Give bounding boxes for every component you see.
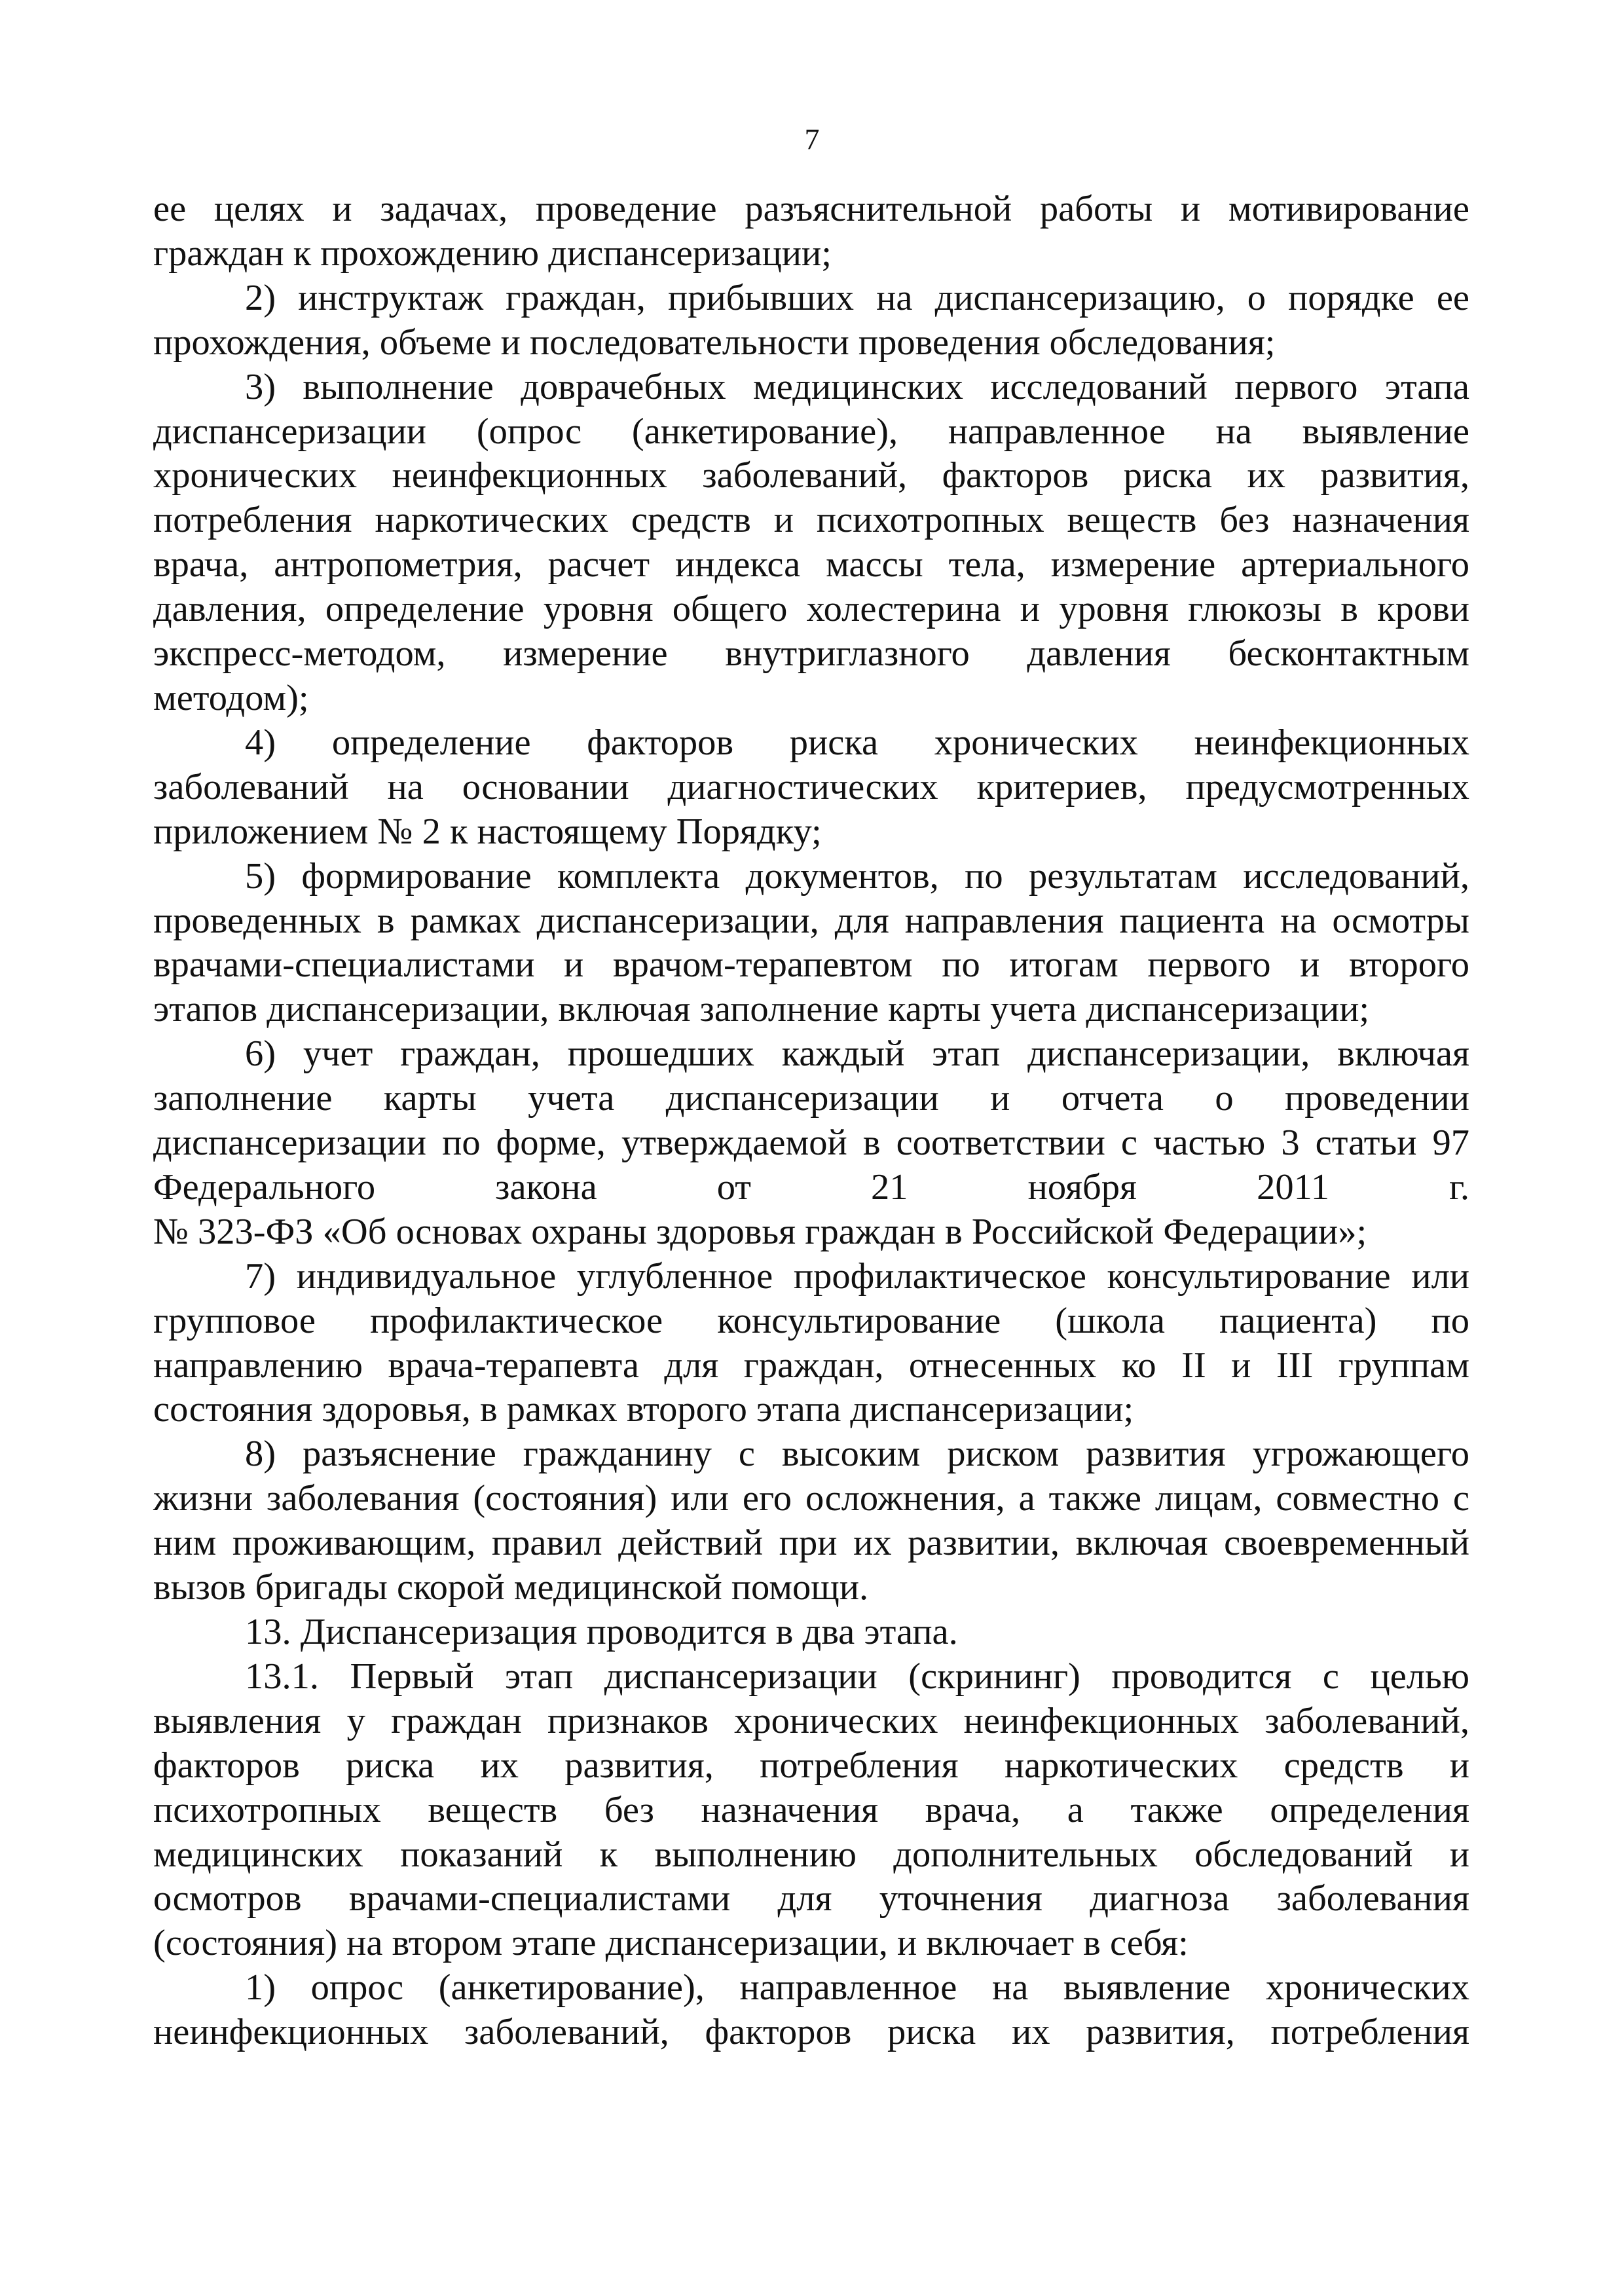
text-line: осмотров врачами-специалистами для уточнения диагноза заболевания <box>153 1878 1469 1919</box>
page-number: 7 <box>804 122 820 156</box>
paragraph <box>153 1610 1469 1655</box>
text-line: групповое профилактическое консультирование (школа пациента) по <box>153 1300 1469 1341</box>
text-line: давления, определение уровня общего холестерина и уровня глюкозы в крови <box>153 589 1469 630</box>
text-line: граждан к прохождению диспансеризации; <box>153 232 832 274</box>
text-line: 13.1. Первый этап диспансеризации (скрининг) проводится с целью <box>245 1656 1469 1697</box>
text-line: жизни заболевания (состояния) или его осложнения, а также лицам, совместно с <box>153 1478 1469 1519</box>
text-line: выявления у граждан признаков хронических неинфекционных заболеваний, <box>153 1700 1469 1741</box>
text-line: 8) разъяснение гражданину с высоким риском развития угрожающего <box>245 1434 1469 1475</box>
text-line: вызов бригады скорой медицинской помощи. <box>153 1567 869 1608</box>
text-line: 1) опрос (анкетирование), направленное на выявление хронических <box>245 1967 1469 2009</box>
text-line: 13. Диспансеризация проводится в два этапа. <box>245 1612 958 1652</box>
text-line: № 323-ФЗ «Об основах охраны здоровья граждан в Российской Федерации»; <box>153 1211 1367 1252</box>
text-line: Федерального закона от 21 ноября 2011 г. <box>153 1166 1469 1208</box>
paragraph <box>153 1432 1469 1610</box>
text-line: потребления наркотических средств и психотропных веществ без назначения <box>153 500 1469 541</box>
paragraph <box>153 721 1469 855</box>
text-line: врача, антропометрия, расчет индекса массы тела, измерение артериального <box>153 544 1469 585</box>
text-line: методом); <box>153 677 309 718</box>
text-line: неинфекционных заболеваний, факторов риска их развития, потребления <box>153 2012 1469 2053</box>
text-line: 2) инструктаж граждан, прибывших на диспансеризацию, о порядке ее <box>245 277 1469 318</box>
text-line: 5) формирование комплекта документов, по результатам исследований, <box>245 855 1469 897</box>
document-body <box>153 187 1469 2055</box>
text-line: 3) выполнение доврачебных медицинских исследований первого этапа <box>245 366 1469 407</box>
paragraph <box>153 1966 1469 2055</box>
text-line: диспансеризации по форме, утверждаемой в соответствии с частью 3 статьи 97 <box>153 1122 1469 1164</box>
paragraph <box>153 365 1469 721</box>
text-line: 7) индивидуальное углубленное профилактическое консультирование или <box>245 1255 1469 1297</box>
text-line: 6) учет граждан, прошедших каждый этап диспансеризации, включая <box>245 1033 1469 1075</box>
paragraph <box>153 855 1469 1033</box>
text-line: этапов диспансеризации, включая заполнение карты учета диспансеризации; <box>153 989 1370 1030</box>
text-line: состояния здоровья, в рамках второго этапа диспансеризации; <box>153 1389 1134 1430</box>
text-line: заболеваний на основании диагностических критериев, предусмотренных <box>153 766 1469 807</box>
text-line: врачами-специалистами и врачом-терапевтом по итогам первого и второго <box>153 944 1469 986</box>
text-line: направлению врача-терапевта для граждан, отнесенных ко II и III группам <box>153 1344 1469 1386</box>
text-line: ним проживающим, правил действий при их развитии, включая своевременный <box>153 1523 1469 1564</box>
text-line: диспансеризации (опрос (анкетирование), направленное на выявление <box>153 411 1469 452</box>
text-line: проведенных в рамках диспансеризации, для направления пациента на осмотры <box>153 900 1469 941</box>
text-line: психотропных веществ без назначения врача, а также определения <box>153 1789 1469 1830</box>
text-line: приложением № 2 к настоящему Порядку; <box>153 811 822 852</box>
text-line: факторов риска их развития, потребления наркотических средств и <box>153 1745 1469 1786</box>
paragraph <box>153 1255 1469 1433</box>
text-line: хронических неинфекционных заболеваний, факторов риска их развития, <box>153 455 1469 496</box>
text-line: ее целях и задачах, проведение разъяснительной работы и мотивирование <box>153 189 1469 229</box>
paragraph <box>153 1032 1469 1255</box>
text-line: прохождения, объеме и последовательности проведения обследования; <box>153 322 1276 363</box>
paragraph <box>153 1655 1469 1966</box>
text-line: экспресс-методом, измерение внутриглазного давления бесконтактным <box>153 633 1469 675</box>
text-line: (состояния) на втором этапе диспансеризации, и включает в себя: <box>153 1923 1189 1964</box>
text-line: 4) определение факторов риска хронических неинфекционных <box>245 722 1469 763</box>
paragraph <box>153 187 1469 276</box>
paragraph <box>153 276 1469 365</box>
text-line: заполнение карты учета диспансеризации и отчета о проведении <box>153 1078 1469 1119</box>
text-line: медицинских показаний к выполнению дополнительных обследований и <box>153 1834 1469 1875</box>
